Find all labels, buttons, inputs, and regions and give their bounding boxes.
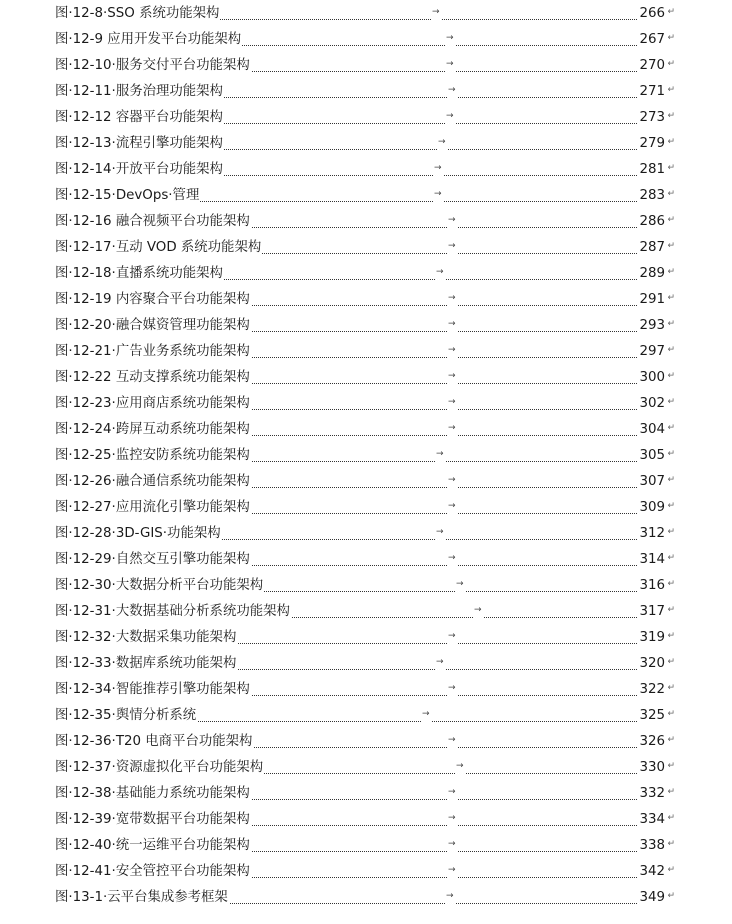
tab-arrow-icon: →	[447, 729, 457, 751]
toc-entry[interactable]	[55, 235, 675, 261]
toc-entry[interactable]	[55, 573, 675, 599]
page-number: 293	[638, 313, 665, 339]
paragraph-mark-icon: ↵	[667, 293, 675, 303]
page-number: 312	[638, 521, 665, 547]
entry-title: 图·12-24·跨屏互动系统功能架构	[55, 417, 251, 443]
paragraph-mark-icon: ↵	[667, 787, 675, 797]
page-number: 283	[638, 183, 665, 209]
tab-arrow-icon: →	[445, 53, 455, 75]
toc-entry[interactable]	[55, 261, 675, 287]
toc-entry[interactable]	[55, 833, 675, 859]
toc-entry[interactable]	[55, 547, 675, 573]
paragraph-mark-icon: ↵	[667, 241, 675, 251]
entry-title: 图·12-18·直播系统功能架构	[55, 261, 224, 287]
entry-title: 图·12-15·DevOps·管理	[55, 183, 200, 209]
page-number: 325	[638, 703, 665, 729]
page-number: 304	[638, 417, 665, 443]
entry-title: 图·12-30·大数据分析平台功能架构	[55, 573, 264, 599]
page-number: 342	[638, 859, 665, 885]
page-number: 297	[638, 339, 665, 365]
paragraph-mark-icon: ↵	[667, 553, 675, 563]
tab-arrow-icon: →	[455, 573, 465, 595]
entry-title: 图·12-36·T20 电商平台功能架构	[55, 729, 253, 755]
paragraph-mark-icon: ↵	[667, 189, 675, 199]
entry-title: 图·12-27·应用流化引擎功能架构	[55, 495, 251, 521]
entry-title: 图·12-35·舆情分析系统	[55, 703, 197, 729]
paragraph-mark-icon: ↵	[667, 111, 675, 121]
paragraph-mark-icon: ↵	[667, 423, 675, 433]
tab-arrow-icon: →	[447, 287, 457, 309]
entry-title: 图·12-40·统一运维平台功能架构	[55, 833, 251, 859]
tab-arrow-icon: →	[437, 131, 447, 153]
paragraph-mark-icon: ↵	[667, 397, 675, 407]
page-number: 317	[638, 599, 665, 625]
toc-entry[interactable]	[55, 625, 675, 651]
tab-arrow-icon: →	[435, 521, 445, 543]
paragraph-mark-icon: ↵	[667, 33, 675, 43]
paragraph-mark-icon: ↵	[667, 813, 675, 823]
entry-title: 图·13-1·云平台集成参考框架	[55, 885, 229, 911]
paragraph-mark-icon: ↵	[667, 891, 675, 901]
paragraph-mark-icon: ↵	[667, 501, 675, 511]
toc-entry[interactable]	[55, 365, 675, 391]
tab-arrow-icon: →	[447, 79, 457, 101]
toc-entry[interactable]	[55, 287, 675, 313]
toc-entry[interactable]	[55, 27, 675, 53]
paragraph-mark-icon: ↵	[667, 345, 675, 355]
toc-entry[interactable]	[55, 859, 675, 885]
paragraph-mark-icon: ↵	[667, 163, 675, 173]
tab-arrow-icon: →	[447, 677, 457, 699]
page-number: 270	[638, 53, 665, 79]
toc-entry[interactable]	[55, 755, 675, 781]
paragraph-mark-icon: ↵	[667, 475, 675, 485]
page-number: 291	[638, 287, 665, 313]
toc-entry[interactable]	[55, 79, 675, 105]
page-number: 326	[638, 729, 665, 755]
toc-entry[interactable]	[55, 469, 675, 495]
tab-arrow-icon: →	[447, 391, 457, 413]
toc-entry[interactable]	[55, 391, 675, 417]
toc-entry[interactable]	[55, 495, 675, 521]
entry-title: 图·12-9 应用开发平台功能架构	[55, 27, 242, 53]
paragraph-mark-icon: ↵	[667, 709, 675, 719]
page-number: 287	[638, 235, 665, 261]
tab-arrow-icon: →	[447, 495, 457, 517]
entry-title: 图·12-14·开放平台功能架构	[55, 157, 224, 183]
entry-title: 图·12-19 内容聚合平台功能架构	[55, 287, 251, 313]
toc-entry[interactable]	[55, 885, 675, 911]
toc-entry[interactable]	[55, 703, 675, 729]
paragraph-mark-icon: ↵	[667, 7, 675, 17]
entry-title: 图·12-11·服务治理功能架构	[55, 79, 224, 105]
tab-arrow-icon: →	[445, 105, 455, 127]
entry-title: 图·12-21·广告业务系统功能架构	[55, 339, 251, 365]
tab-arrow-icon: →	[435, 261, 445, 283]
paragraph-mark-icon: ↵	[667, 371, 675, 381]
page-number: 279	[638, 131, 665, 157]
paragraph-mark-icon: ↵	[667, 683, 675, 693]
entry-title: 图·12-23·应用商店系统功能架构	[55, 391, 251, 417]
entry-title: 图·12-16 融合视频平台功能架构	[55, 209, 251, 235]
entry-title: 图·12-31·大数据基础分析系统功能架构	[55, 599, 291, 625]
page-number: 332	[638, 781, 665, 807]
toc-entry[interactable]	[55, 183, 675, 209]
page-number: 322	[638, 677, 665, 703]
tab-arrow-icon: →	[447, 859, 457, 881]
paragraph-mark-icon: ↵	[667, 865, 675, 875]
entry-title: 图·12-10·服务交付平台功能架构	[55, 53, 251, 79]
toc-entry[interactable]	[55, 599, 675, 625]
paragraph-mark-icon: ↵	[667, 449, 675, 459]
paragraph-mark-icon: ↵	[667, 579, 675, 589]
entry-title: 图·12-29·自然交互引擎功能架构	[55, 547, 251, 573]
tab-arrow-icon: →	[433, 183, 443, 205]
tab-arrow-icon: →	[447, 313, 457, 335]
paragraph-mark-icon: ↵	[667, 527, 675, 537]
paragraph-mark-icon: ↵	[667, 605, 675, 615]
page-number: 289	[638, 261, 665, 287]
page-number: 338	[638, 833, 665, 859]
tab-arrow-icon: →	[447, 833, 457, 855]
toc-entry[interactable]	[55, 417, 675, 443]
page-number: 305	[638, 443, 665, 469]
paragraph-mark-icon: ↵	[667, 631, 675, 641]
tab-arrow-icon: →	[447, 235, 457, 257]
page-number: 330	[638, 755, 665, 781]
toc-entry[interactable]	[55, 53, 675, 79]
entry-title: 图·12-8·SSO 系统功能架构	[55, 1, 220, 27]
toc-entry[interactable]	[55, 1, 675, 27]
tab-arrow-icon: →	[435, 443, 445, 465]
entry-title: 图·12-13·流程引擎功能架构	[55, 131, 224, 157]
paragraph-mark-icon: ↵	[667, 215, 675, 225]
toc-entry[interactable]	[55, 807, 675, 833]
tab-arrow-icon: →	[435, 651, 445, 673]
page-number: 309	[638, 495, 665, 521]
toc-entry[interactable]	[55, 313, 675, 339]
page-number: 314	[638, 547, 665, 573]
tab-arrow-icon: →	[445, 885, 455, 907]
tab-arrow-icon: →	[421, 703, 431, 725]
page-number: 281	[638, 157, 665, 183]
tab-arrow-icon: →	[447, 339, 457, 361]
paragraph-mark-icon: ↵	[667, 735, 675, 745]
entry-title: 图·12-39·宽带数据平台功能架构	[55, 807, 251, 833]
tab-arrow-icon: →	[447, 781, 457, 803]
tab-arrow-icon: →	[447, 807, 457, 829]
entry-title: 图·12-12 容器平台功能架构	[55, 105, 224, 131]
tab-arrow-icon: →	[447, 547, 457, 569]
entry-title: 图·12-25·监控安防系统功能架构	[55, 443, 251, 469]
entry-title: 图·12-41·安全管控平台功能架构	[55, 859, 251, 885]
entry-title: 图·12-38·基础能力系统功能架构	[55, 781, 251, 807]
toc-entry[interactable]	[55, 651, 675, 677]
toc-entry[interactable]	[55, 209, 675, 235]
entry-title: 图·12-20·融合媒资管理功能架构	[55, 313, 251, 339]
toc-entry[interactable]	[55, 729, 675, 755]
toc-entry[interactable]	[55, 339, 675, 365]
entry-title: 图·12-37·资源虚拟化平台功能架构	[55, 755, 264, 781]
page-number: 271	[638, 79, 665, 105]
toc-entry[interactable]	[55, 105, 675, 131]
entry-title: 图·12-34·智能推荐引擎功能架构	[55, 677, 251, 703]
tab-arrow-icon: →	[447, 469, 457, 491]
entry-title: 图·12-17·互动 VOD 系统功能架构	[55, 235, 262, 261]
toc-entry[interactable]	[55, 781, 675, 807]
toc-entry[interactable]	[55, 157, 675, 183]
paragraph-mark-icon: ↵	[667, 59, 675, 69]
paragraph-mark-icon: ↵	[667, 267, 675, 277]
entry-title: 图·12-33·数据库系统功能架构	[55, 651, 237, 677]
toc-entry[interactable]	[55, 131, 675, 157]
tab-arrow-icon: →	[447, 625, 457, 647]
toc-entry[interactable]	[55, 443, 675, 469]
paragraph-mark-icon: ↵	[667, 319, 675, 329]
page-number: 273	[638, 105, 665, 131]
page-number: 302	[638, 391, 665, 417]
tab-arrow-icon: →	[447, 209, 457, 231]
page-number: 349	[638, 885, 665, 911]
entry-title: 图·12-28·3D-GIS·功能架构	[55, 521, 222, 547]
tab-arrow-icon: →	[447, 417, 457, 439]
tab-arrow-icon: →	[445, 27, 455, 49]
page-number: 319	[638, 625, 665, 651]
paragraph-mark-icon: ↵	[667, 761, 675, 771]
page-number: 266	[638, 1, 665, 27]
tab-arrow-icon: →	[433, 157, 443, 179]
entry-title: 图·12-22 互动支撑系统功能架构	[55, 365, 251, 391]
page-number: 300	[638, 365, 665, 391]
tab-arrow-icon: →	[447, 365, 457, 387]
entry-title: 图·12-32·大数据采集功能架构	[55, 625, 237, 651]
paragraph-mark-icon: ↵	[667, 839, 675, 849]
tab-arrow-icon: →	[473, 599, 483, 621]
page-number: 334	[638, 807, 665, 833]
paragraph-mark-icon: ↵	[667, 657, 675, 667]
toc-entry[interactable]	[55, 677, 675, 703]
entry-title: 图·12-26·融合通信系统功能架构	[55, 469, 251, 495]
paragraph-mark-icon: ↵	[667, 85, 675, 95]
page-number: 316	[638, 573, 665, 599]
page-number: 320	[638, 651, 665, 677]
page-number: 267	[638, 27, 665, 53]
page-number: 307	[638, 469, 665, 495]
tab-arrow-icon: →	[455, 755, 465, 777]
paragraph-mark-icon: ↵	[667, 137, 675, 147]
page-number: 286	[638, 209, 665, 235]
tab-arrow-icon: →	[431, 1, 441, 23]
toc-entry[interactable]	[55, 521, 675, 547]
